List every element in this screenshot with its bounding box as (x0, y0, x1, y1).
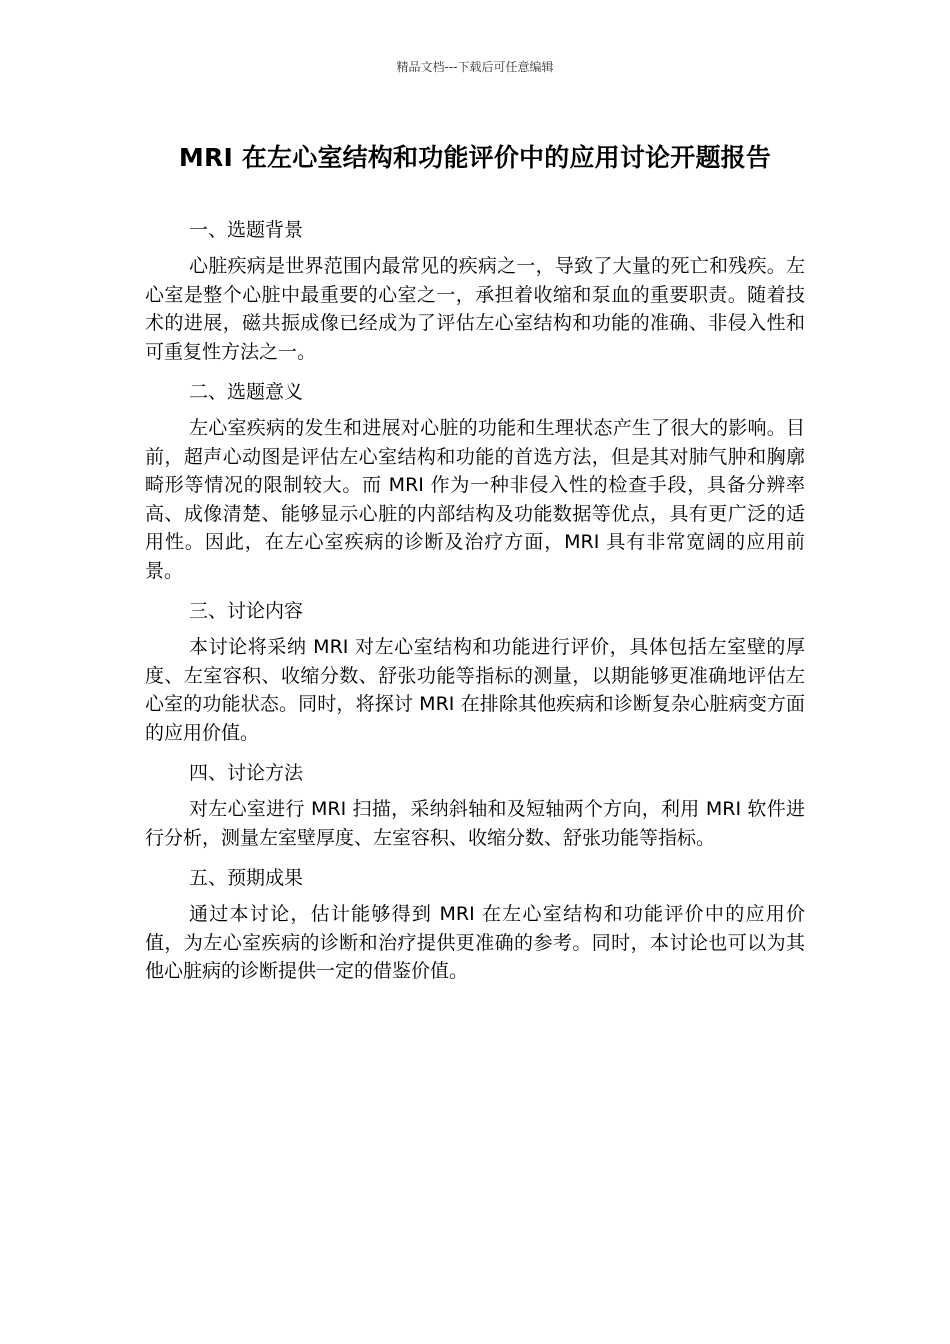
section-heading: 四、讨论方法 (189, 762, 304, 784)
section-content (145, 597, 805, 747)
header-note: 精品文档---下载后可任意编辑 (396, 60, 554, 74)
document-body (145, 216, 805, 998)
section-method (145, 759, 805, 852)
section-heading: 五、预期成果 (189, 867, 304, 889)
section-paragraph: 对左心室进行 MRI 扫描，采纳斜轴和及短轴两个方向，利用 MRI 软件进行分析，测量左室壁厚度、左室容积、收缩分数、舒张功能等指标。 (145, 798, 805, 849)
section-heading: 三、讨论内容 (189, 600, 304, 622)
section-significance (145, 378, 805, 585)
section-expected-results (145, 864, 805, 986)
section-paragraph: 左心室疾病的发生和进展对心脏的功能和生理状态产生了很大的影响。目前，超声心动图是评估左心室结构和功能的首选方法，但是其对肺气肿和胸廓畸形等情况的限制较大。而 MRI 作为一种非侵入性的检查手段，具备分辨率高、成像清楚、能够显示心脏的内部结构及功能数据等优点，具有更广泛的适用性。因此，在左心室疾病的诊断及治疗方面，MRI 具有非常宽阔的应用前景。 (145, 417, 805, 582)
section-heading: 一、选题背景 (189, 219, 304, 241)
section-background (145, 216, 805, 366)
section-paragraph: 通过本讨论，估计能够得到 MRI 在左心室结构和功能评价中的应用价值，为左心室疾病的诊断和治疗提供更准确的参考。同时，本讨论也可以为其他心脏病的诊断提供一定的借鉴价值。 (145, 903, 805, 982)
document-title: MRI 在左心室结构和功能评价中的应用讨论开题报告 (178, 143, 772, 172)
section-paragraph: 心脏疾病是世界范围内最常见的疾病之一，导致了大量的死亡和残疾。左心室是整个心脏中最重要的心室之一，承担着收缩和泵血的重要职责。随着技术的进展，磁共振成像已经成为了评估左心室结构和功能的准确、非侵入性和可重复性方法之一。 (145, 255, 805, 363)
section-heading: 二、选题意义 (189, 381, 304, 403)
section-paragraph: 本讨论将采纳 MRI 对左心室结构和功能进行评价，具体包括左室壁的厚度、左室容积、收缩分数、舒张功能等指标的测量，以期能够更准确地评估左心室的功能状态。同时，将探讨 MRI 在排除其他疾病和诊断复杂心脏病变方面的应用价值。 (145, 636, 805, 744)
